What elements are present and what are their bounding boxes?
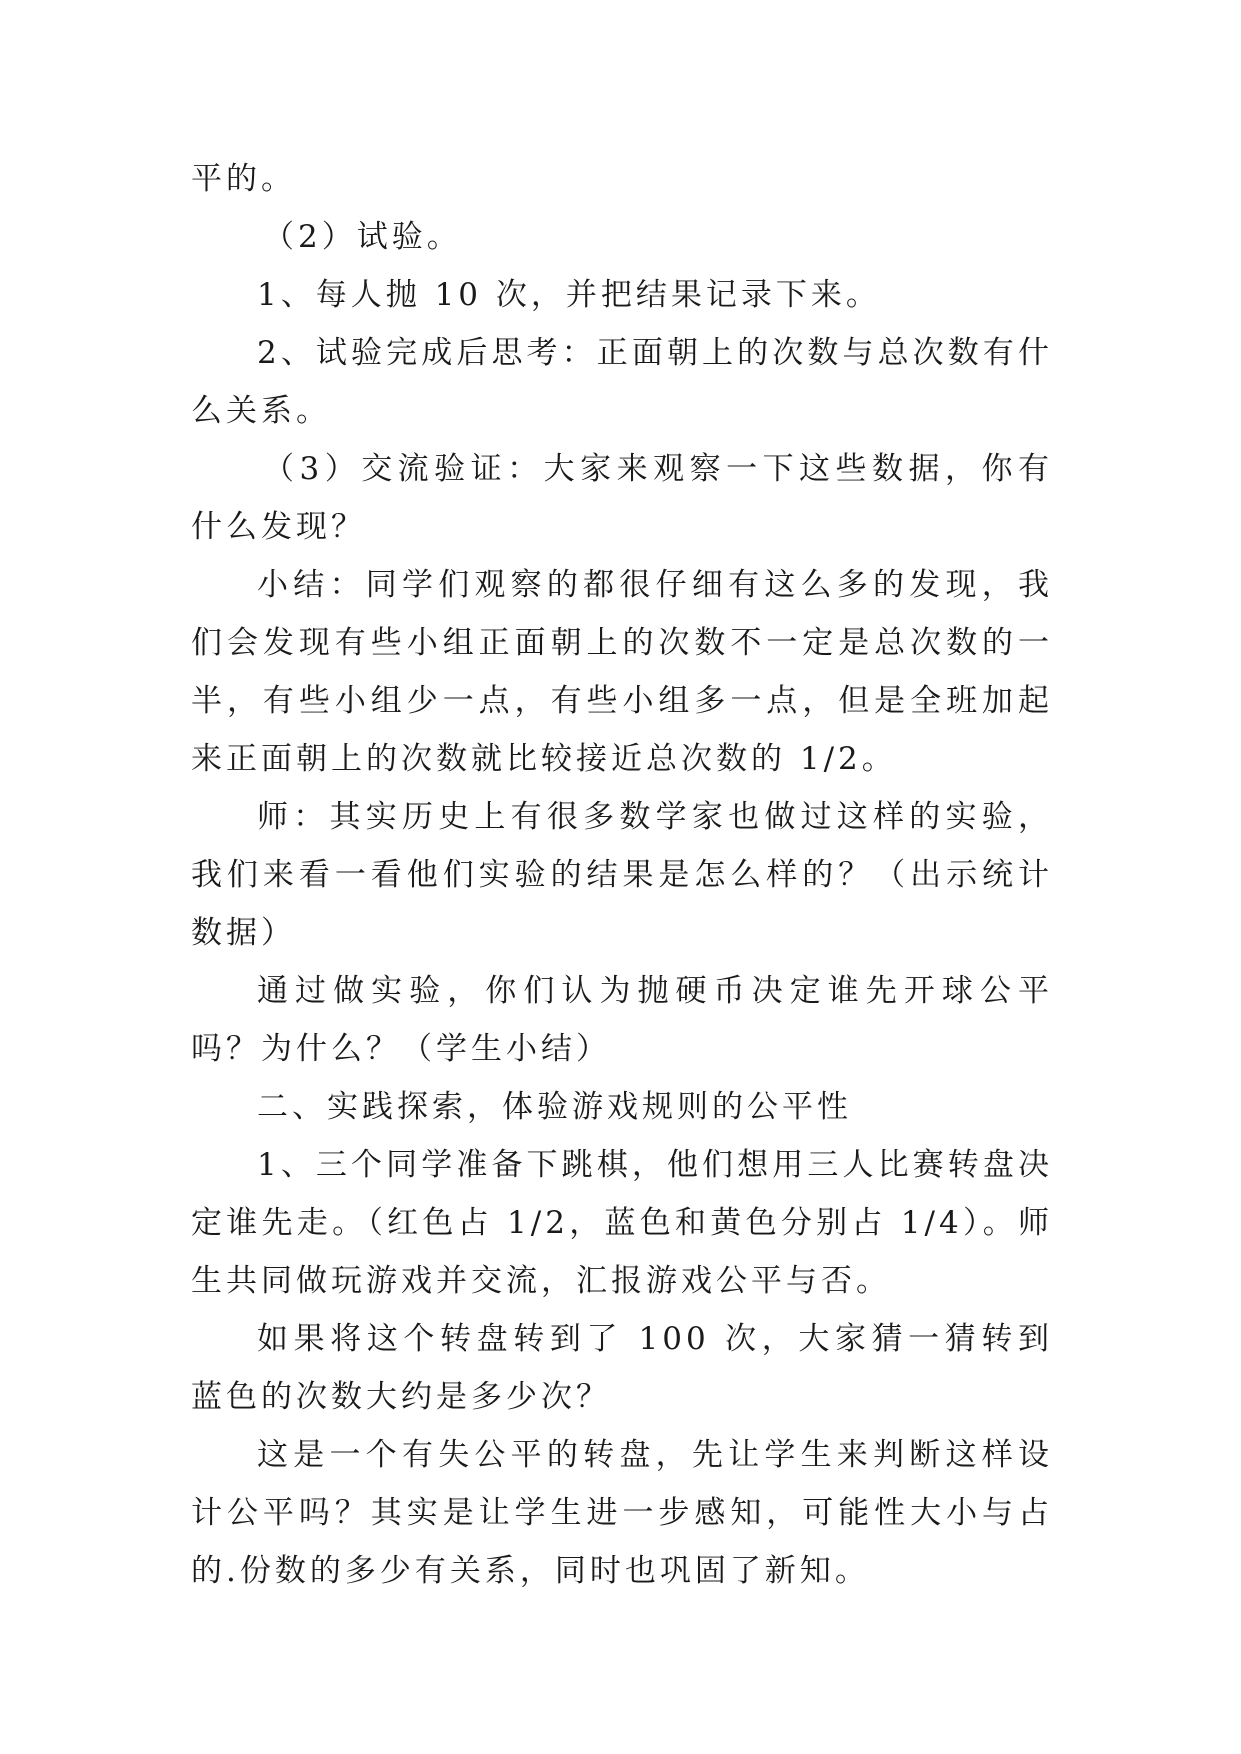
paragraph-step-2: 2、试验完成后思考：正面朝上的次数与总次数有什么关系。 (191, 335, 1053, 429)
paragraph-spinner-game: 1、三个同学准备下跳棋，他们想用三人比赛转盘决定谁先走。（红色占 1/2，蓝色和黄色分别占 1/4）。师生共同做玩游戏并交流，汇报游戏公平与否。 (191, 1147, 1053, 1299)
paragraph-step-1: 1、每人抛 10 次，并把结果记录下来。 (257, 277, 881, 313)
paragraph-teacher: 师：其实历史上有很多数学家也做过这样的实验，我们来看一看他们实验的结果是怎么样的？（出示统计数据） (191, 799, 1053, 951)
paragraph-spinner-analysis: 这是一个有失公平的转盘，先让学生来判断这样设计公平吗？其实是让学生进一步感知，可能性大小与占的.份数的多少有关系，同时也巩固了新知。 (191, 1437, 1053, 1589)
body-text (191, 150, 1053, 1600)
paragraph-section-two-heading: 二、实践探索，体验游戏规则的公平性 (257, 1089, 852, 1125)
paragraph-spinner-question: 如果将这个转盘转到了 100 次，大家猜一猜转到蓝色的次数大约是多少次？ (191, 1321, 1053, 1415)
paragraph-continuation: 平的。 (191, 161, 296, 197)
paragraph-verify-heading: （3）交流验证：大家来观察一下这些数据，你有什么发现？ (191, 451, 1053, 545)
paragraph-trial-heading: （2）试验。 (263, 219, 462, 255)
paragraph-experiment-question: 通过做实验，你们认为抛硬币决定谁先开球公平吗？为什么？（学生小结） (191, 973, 1053, 1067)
paragraph-summary: 小结：同学们观察的都很仔细有这么多的发现，我们会发现有些小组正面朝上的次数不一定是总次数的一半，有些小组少一点，有些小组多一点，但是全班加起来正面朝上的次数就比较接近总次数的 1/2。 (191, 567, 1053, 777)
